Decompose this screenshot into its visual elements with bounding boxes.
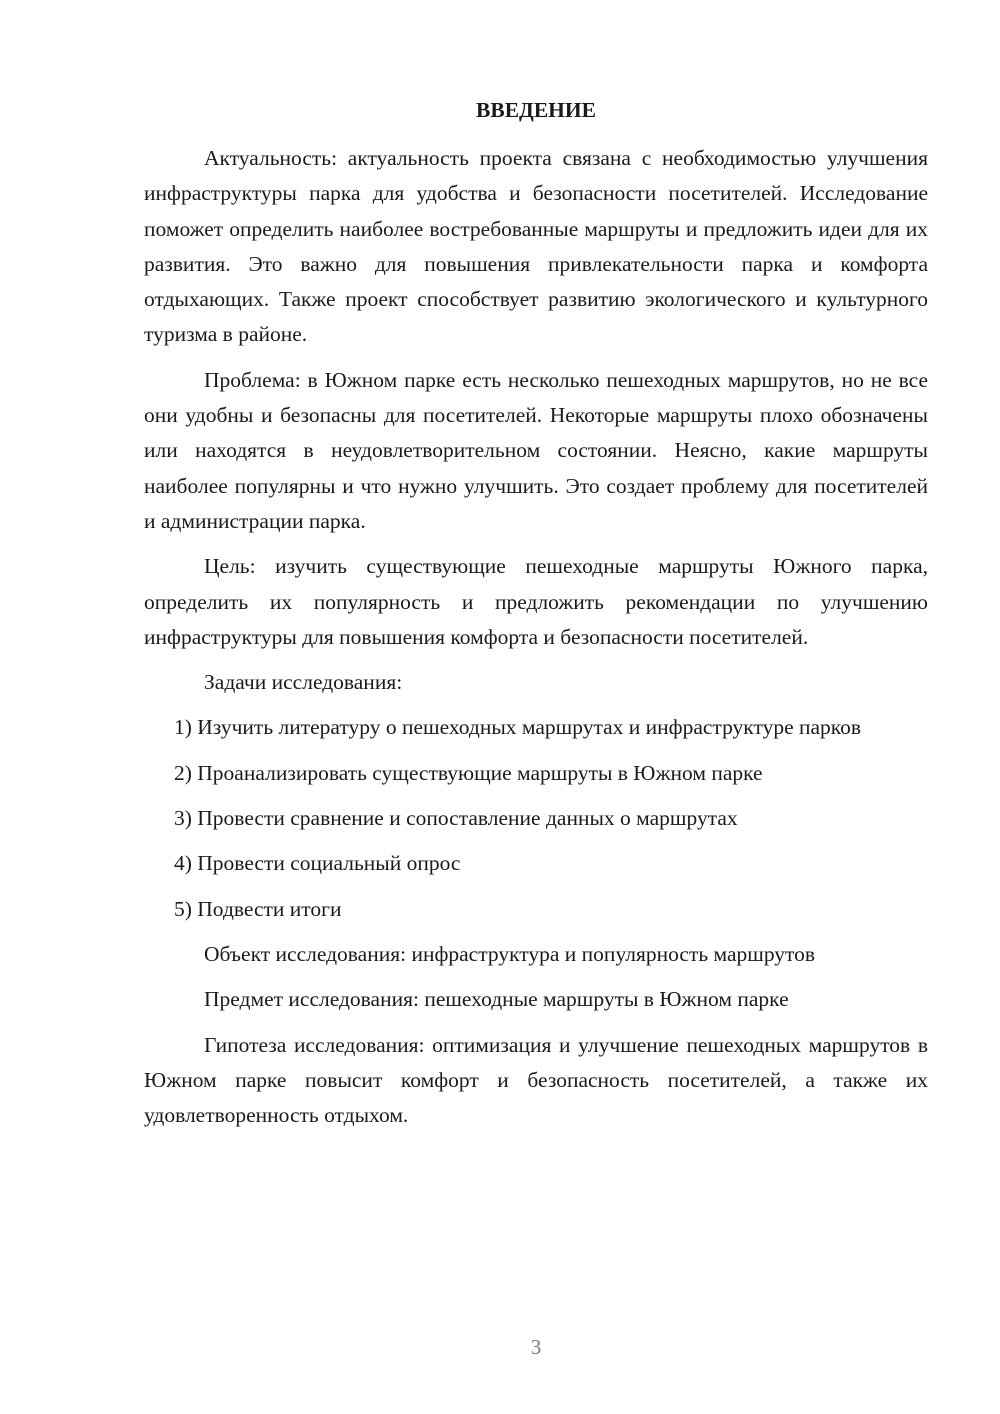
paragraph-subject: Предмет исследования: пешеходные маршруты в Южном парке — [204, 987, 789, 1012]
task-item-1: 1) Изучить литературу о пешеходных маршрутах и инфраструктуре парков — [174, 715, 862, 740]
page-title: ВВЕДЕНИЕ — [476, 98, 596, 122]
page-number: 3 — [530, 1335, 542, 1359]
tasks-heading: Задачи исследования: — [204, 670, 403, 695]
paragraph-object: Объект исследования: инфраструктура и популярность маршрутов — [204, 941, 816, 966]
paragraph-goal: Цель: изучить существующие пешеходные маршруты Южного парка, определить их популярность и предложить рекомендации по улучшению инфраструктуры для повышения комфорта и безопасности посетителей. — [144, 554, 928, 649]
document-body — [144, 141, 928, 1143]
task-item-4: 4) Провести социальный опрос — [174, 851, 461, 876]
paragraph-hypothesis: Гипотеза исследования: оптимизация и улучшение пешеходных маршрутов в Южном парке повысит комфорт и безопасность посетителей, а также их удовлетворенность отдыхом. — [144, 1032, 928, 1128]
paragraph-relevance: Актуальность: актуальность проекта связана с необходимостью улучшения инфраструктуры парка для удобства и безопасности посетителей. Исследование поможет определить наиболее востребованные маршруты и предложить идеи для их развития. Это важно для повышения привлекательности парка и комфорта отдыхающих. Также проект способствует развитию экологического и культурного туризма в районе. — [144, 146, 928, 347]
task-item-3: 3) Провести сравнение и сопоставление данных о маршрутах — [174, 806, 738, 831]
tasks-list — [144, 710, 928, 926]
task-item-2: 2) Проанализировать существующие маршруты в Южном парке — [174, 760, 763, 785]
paragraph-problem: Проблема: в Южном парке есть несколько пешеходных маршрутов, но не все они удобны и безопасны для посетителей. Некоторые маршруты плохо обозначены или находятся в неудовлетворительном состоянии. Неясно, какие маршруты наиболее популярны и что нужно улучшить. Это создает проблему для посетителей и администрации парка. — [144, 367, 928, 533]
task-item-5: 5) Подвести итоги — [174, 896, 342, 921]
